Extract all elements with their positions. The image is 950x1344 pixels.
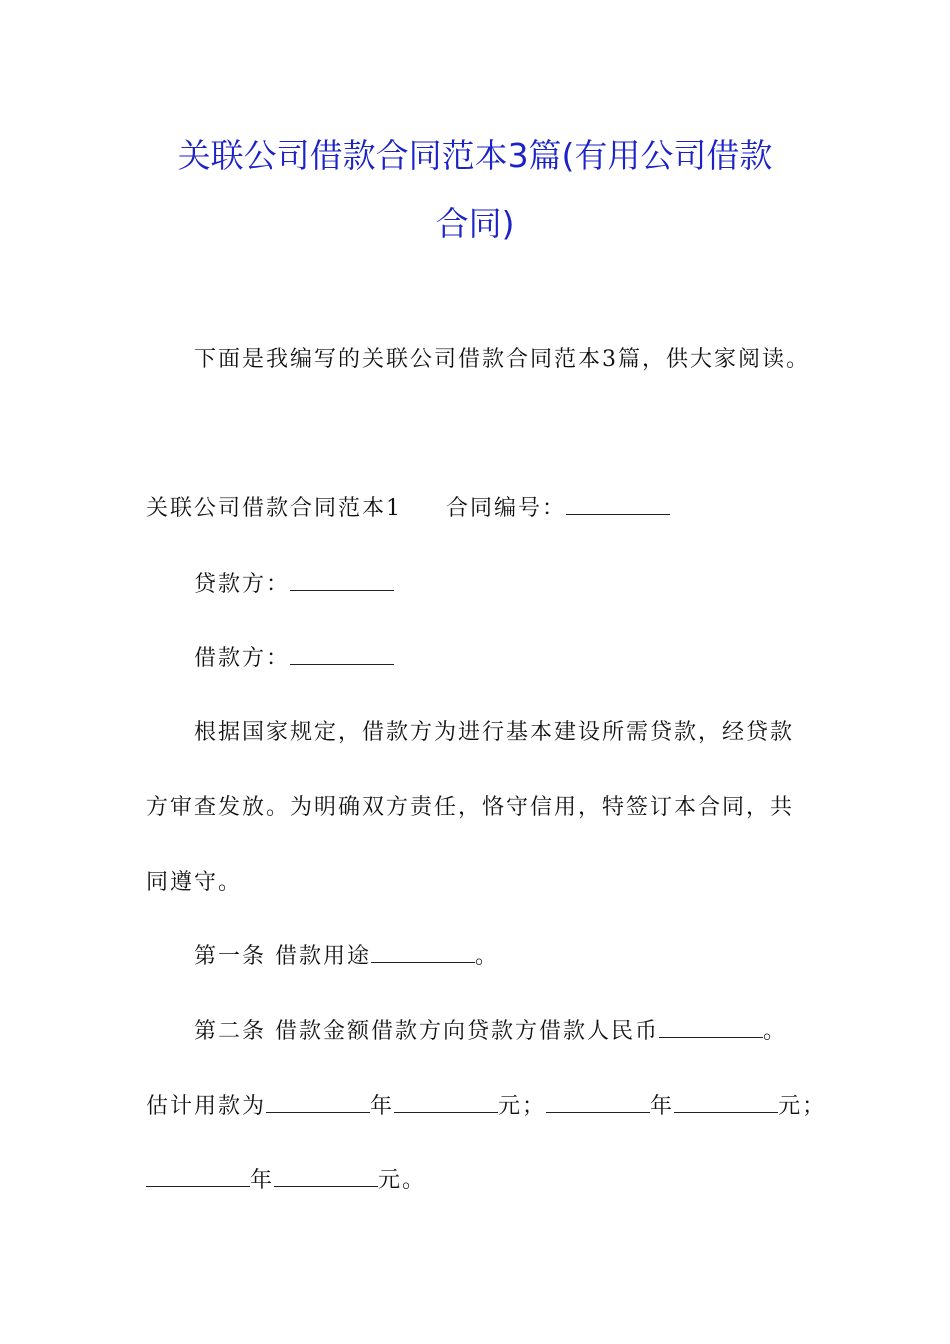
article-1-label: 第一条 借款用途 <box>194 944 371 969</box>
article-1-end: 。 <box>475 944 500 969</box>
yuan-end-text: 元。 <box>378 1168 427 1193</box>
estimate-year-blank-2 <box>546 1092 650 1113</box>
intro-paragraph: 下面是我编写的关联公司借款合同范本3篇，供大家阅读。 <box>194 347 810 372</box>
estimate-row-1 <box>146 1092 826 1122</box>
yuan-text: 元； <box>778 1094 827 1119</box>
document-title-line-1: 关联公司借款合同范本3篇(有用公司借款 <box>177 136 773 175</box>
article-2-end: 。 <box>763 1019 788 1044</box>
year-text: 年 <box>370 1094 395 1119</box>
contract-number-blank <box>566 494 670 515</box>
borrower-blank <box>290 644 394 665</box>
lender-label: 贷款方： <box>194 572 291 597</box>
document-title-line-2: 合同) <box>435 204 515 243</box>
year-text: 年 <box>250 1168 275 1193</box>
article-1-row <box>194 942 499 972</box>
contract-heading: 关联公司借款合同范本1 <box>146 496 402 521</box>
preamble-line-1: 根据国家规定，借款方为进行基本建设所需贷款，经贷款 <box>194 720 795 745</box>
estimate-amount-blank-3 <box>274 1166 378 1187</box>
estimate-year-blank-3 <box>146 1166 250 1187</box>
estimate-row-2 <box>146 1166 426 1196</box>
lender-row <box>194 570 394 600</box>
borrower-label: 借款方： <box>194 646 291 671</box>
contract-heading-row <box>146 494 670 524</box>
article-2-row <box>194 1017 787 1047</box>
contract-number-label: 合同编号： <box>446 496 567 521</box>
estimate-amount-blank-1 <box>394 1092 498 1113</box>
borrower-row <box>194 644 394 674</box>
preamble-line-3: 同遵守。 <box>146 870 243 895</box>
yuan-text: 元； <box>498 1094 547 1119</box>
year-text: 年 <box>650 1094 675 1119</box>
lender-blank <box>290 570 394 591</box>
estimate-label: 估计用款为 <box>146 1094 267 1119</box>
estimate-year-blank-1 <box>266 1092 370 1113</box>
estimate-amount-blank-2 <box>674 1092 778 1113</box>
article-2-label: 第二条 借款金额借款方向贷款方借款人民币 <box>194 1019 659 1044</box>
article-1-blank <box>371 942 475 963</box>
article-2-amount-blank <box>659 1017 763 1038</box>
preamble-line-2: 方审查发放。为明确双方责任，恪守信用，特签订本合同，共 <box>146 795 795 820</box>
